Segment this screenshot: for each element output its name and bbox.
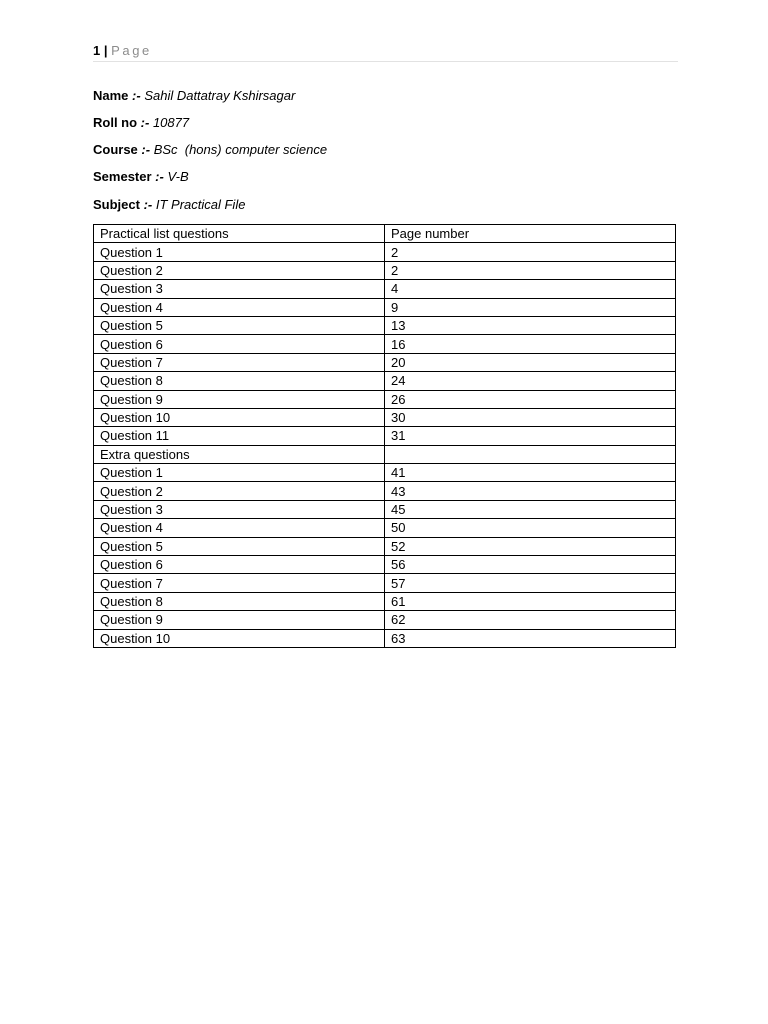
course-line [93, 142, 327, 158]
question-cell: Question 4 [94, 298, 385, 316]
page-number-cell: 45 [385, 500, 676, 518]
page-number-cell: 56 [385, 556, 676, 574]
name-separator: :- [128, 88, 145, 103]
question-cell: Question 2 [94, 482, 385, 500]
semester-line [93, 169, 189, 185]
question-cell: Question 9 [94, 611, 385, 629]
table-row [94, 243, 676, 261]
table-row [94, 519, 676, 537]
name-label: Name [93, 88, 129, 103]
table-row [94, 335, 676, 353]
table-row [94, 298, 676, 316]
subject-value: IT Practical File [155, 197, 246, 212]
page-number-cell: 61 [385, 592, 676, 610]
page-number-cell: 50 [385, 519, 676, 537]
page-number-cell: 43 [385, 482, 676, 500]
table-row [94, 556, 676, 574]
table-row [94, 537, 676, 555]
page-number-cell: 63 [385, 629, 676, 647]
question-cell: Question 8 [94, 592, 385, 610]
semester-value: V-B [167, 169, 189, 184]
page-number-cell: 52 [385, 537, 676, 555]
question-cell: Question 11 [94, 427, 385, 445]
table-row [94, 408, 676, 426]
question-cell: Question 10 [94, 408, 385, 426]
question-cell: Question 7 [94, 353, 385, 371]
page-number-cell: 57 [385, 574, 676, 592]
page-number-cell: 41 [385, 464, 676, 482]
semester-label: Semester [93, 169, 152, 184]
question-cell: Question 3 [94, 500, 385, 518]
page-number-cell: 62 [385, 611, 676, 629]
table-row [94, 372, 676, 390]
question-cell: Extra questions [94, 445, 385, 463]
table-row [94, 500, 676, 518]
question-cell: Question 5 [94, 316, 385, 334]
table-row [94, 353, 676, 371]
table-row [94, 445, 676, 463]
page-header [93, 42, 678, 62]
roll-separator: :- [137, 115, 153, 130]
student-name-line [93, 88, 295, 104]
header-cell-questions: Practical list questions [94, 225, 385, 243]
subject-line [93, 197, 245, 213]
table-row [94, 390, 676, 408]
page-number-cell: 26 [385, 390, 676, 408]
question-cell: Question 6 [94, 556, 385, 574]
table-row [94, 316, 676, 334]
table-header-row [94, 225, 676, 243]
page-number-cell: 2 [385, 243, 676, 261]
table-row [94, 280, 676, 298]
course-value: BSc (hons) computer science [153, 142, 328, 157]
question-cell: Question 4 [94, 519, 385, 537]
table-row [94, 592, 676, 610]
page-number-cell: 24 [385, 372, 676, 390]
page-separator: | [100, 43, 112, 58]
question-cell: Question 1 [94, 464, 385, 482]
page-number-cell [385, 445, 676, 463]
page-number-cell: 30 [385, 408, 676, 426]
table-row [94, 629, 676, 647]
practical-index-table [93, 224, 676, 648]
semester-separator: :- [151, 169, 168, 184]
roll-label: Roll no [93, 115, 138, 130]
subject-label: Subject [93, 197, 140, 212]
subject-separator: :- [139, 197, 156, 212]
table-row [94, 482, 676, 500]
question-cell: Question 1 [94, 243, 385, 261]
page-number-cell: 13 [385, 316, 676, 334]
table-row [94, 464, 676, 482]
question-cell: Question 2 [94, 261, 385, 279]
page-number-cell: 4 [385, 280, 676, 298]
table-row [94, 611, 676, 629]
page-number-cell: 2 [385, 261, 676, 279]
course-label: Course [93, 142, 138, 157]
roll-value: 10877 [152, 115, 190, 130]
question-cell: Question 10 [94, 629, 385, 647]
question-cell: Question 5 [94, 537, 385, 555]
table-row [94, 574, 676, 592]
roll-number-line [93, 115, 189, 131]
table-row [94, 261, 676, 279]
question-cell: Question 6 [94, 335, 385, 353]
page-number-cell: 20 [385, 353, 676, 371]
header-cell-page-number: Page number [385, 225, 676, 243]
page-word: Page [111, 43, 152, 58]
name-value: Sahil Dattatray Kshirsagar [144, 88, 296, 103]
question-cell: Question 3 [94, 280, 385, 298]
table-row [94, 427, 676, 445]
question-cell: Question 8 [94, 372, 385, 390]
page-number-cell: 31 [385, 427, 676, 445]
question-cell: Question 7 [94, 574, 385, 592]
course-separator: :- [137, 142, 154, 157]
page-number-cell: 9 [385, 298, 676, 316]
page-number-cell: 16 [385, 335, 676, 353]
question-cell: Question 9 [94, 390, 385, 408]
page-number: 1 [93, 43, 101, 58]
